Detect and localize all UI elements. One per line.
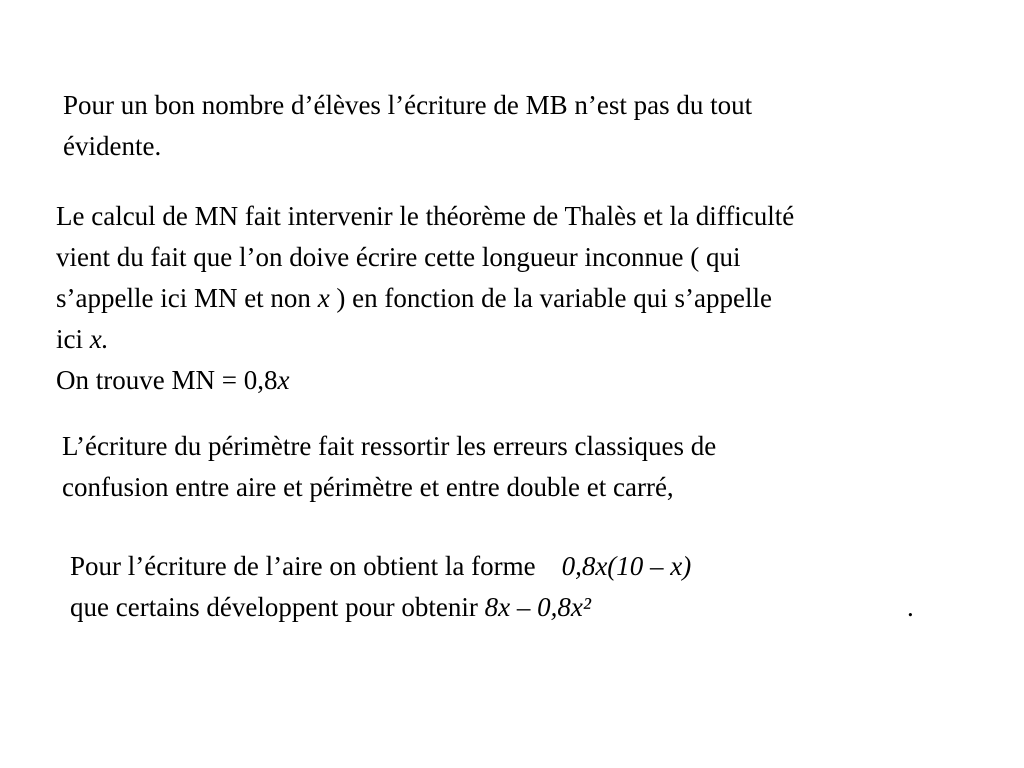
paragraph-line: [56, 278, 794, 319]
formula: 0,8x(10 – x): [561, 551, 692, 581]
paragraph-area: [70, 546, 914, 628]
paragraph-line: [56, 360, 794, 401]
text-segment: On trouve MN = 0,8: [56, 365, 278, 395]
paragraph-line: évidente.: [63, 131, 162, 161]
formula: 8x – 0,8x²: [484, 592, 591, 622]
paragraph-mb-writing: [63, 85, 752, 167]
text-segment: ici: [56, 324, 90, 354]
variable-x: x: [317, 283, 330, 313]
trailing-dot: .: [907, 592, 914, 622]
paragraph-line: vient du fait que l’on doive écrire cette longueur inconnue ( qui: [56, 242, 741, 272]
text-segment: Pour l’écriture de l’aire on obtient la forme: [70, 551, 536, 581]
paragraph-perimeter: [62, 426, 716, 508]
text-segment: s’appelle ici MN et non: [56, 283, 318, 313]
variable-x: x: [277, 365, 290, 395]
paragraph-mn-calculation: [56, 196, 794, 401]
paragraph-line: [70, 587, 691, 628]
text-segment: que certains développent pour obtenir: [70, 592, 485, 622]
paragraph-line: Pour un bon nombre d’élèves l’écriture de MB n’est pas du tout: [63, 90, 753, 120]
paragraph-line: L’écriture du périmètre fait ressortir les erreurs classiques de: [62, 431, 717, 461]
paragraph-line: confusion entre aire et périmètre et entre double et carré,: [62, 472, 674, 502]
paragraph-line: [56, 319, 794, 360]
text-segment: ) en fonction de la variable qui s’appelle: [329, 283, 772, 313]
paragraph-line: [70, 546, 691, 587]
paragraph-line: Le calcul de MN fait intervenir le théorème de Thalès et la difficulté: [56, 201, 795, 231]
variable-x: x.: [89, 324, 109, 354]
